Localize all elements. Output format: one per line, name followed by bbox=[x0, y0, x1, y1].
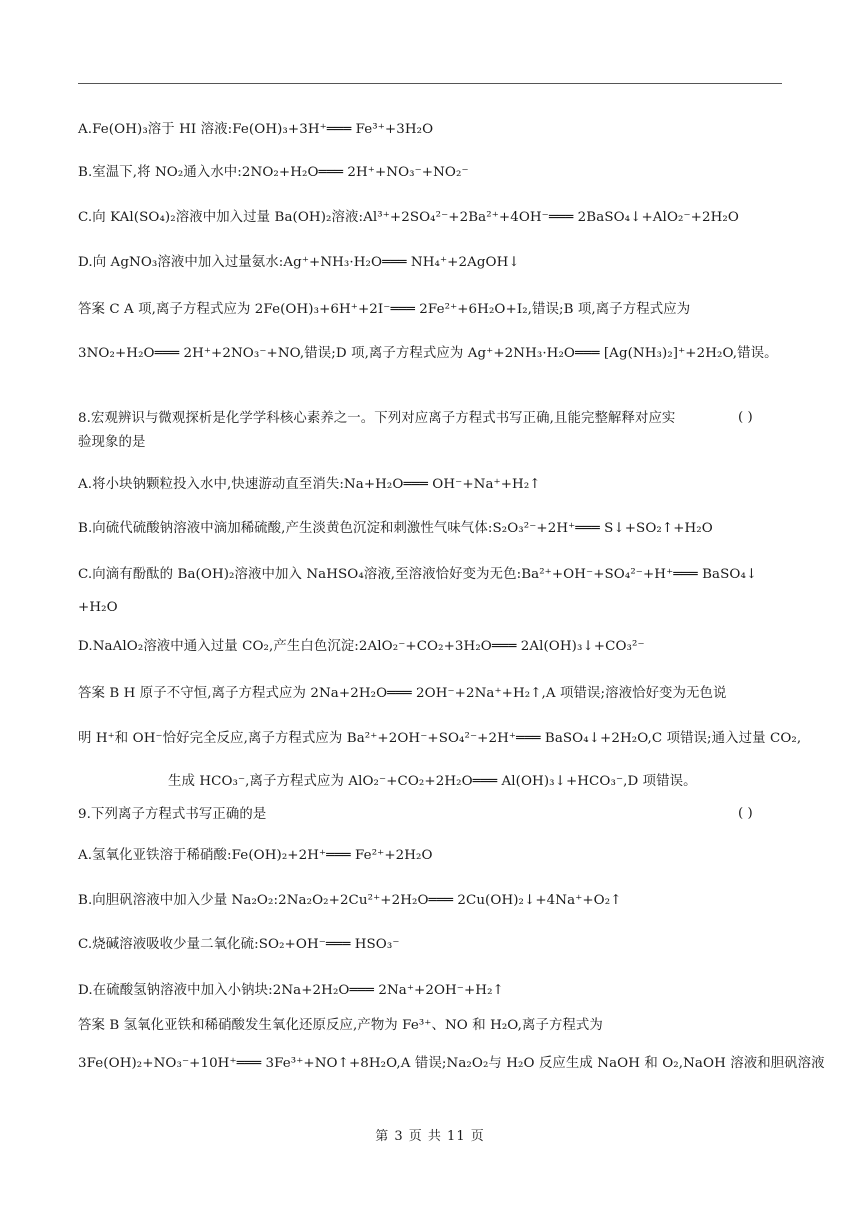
text-line: 8.宏观辨识与微观探析是化学学科核心素养之一。下列对应离子方程式书写正确,且能完整解释对应实 bbox=[78, 411, 676, 426]
text-line: B.室温下,将 NO₂通入水中:2NO₂+H₂O═══ 2H⁺+NO₃⁻+NO₂⁻ bbox=[78, 165, 469, 180]
text-line: 生成 HCO₃⁻,离子方程式应为 AlO₂⁻+CO₂+2H₂O═══ Al(OH)₃↓+HCO₃⁻,D 项错误。 bbox=[168, 774, 697, 789]
text-line: C.向 KAl(SO₄)₂溶液中加入过量 Ba(OH)₂溶液:Al³⁺+2SO₄²⁻+2Ba²⁺+4OH⁻═══ 2BaSO₄↓+AlO₂⁻+2H₂O bbox=[78, 210, 739, 225]
text-line: D.NaAlO₂溶液中通入过量 CO₂,产生白色沉淀:2AlO₂⁻+CO₂+3H₂O═══ 2Al(OH)₃↓+CO₃²⁻ bbox=[78, 639, 645, 654]
text-line: A.将小块钠颗粒投入水中,快速游动直至消失:Na+H₂O═══ OH⁻+Na⁺+H₂↑ bbox=[78, 477, 541, 492]
text-line: C.向滴有酚酞的 Ba(OH)₂溶液中加入 NaHSO₄溶液,至溶液恰好变为无色:Ba²⁺+OH⁻+SO₄²⁻+H⁺═══ BaSO₄↓ bbox=[78, 567, 758, 582]
text-line: A.氢氧化亚铁溶于稀硝酸:Fe(OH)₂+2H⁺═══ Fe²⁺+2H₂O bbox=[78, 848, 433, 863]
text-line: 答案 C A 项,离子方程式应为 2Fe(OH)₃+6H⁺+2I⁻═══ 2Fe²⁺+6H₂O+I₂,错误;B 项,离子方程式应为 bbox=[78, 302, 691, 317]
text-line: 明 H⁺和 OH⁻恰好完全反应,离子方程式应为 Ba²⁺+2OH⁻+SO₄²⁻+2H⁺═══ BaSO₄↓+2H₂O,C 项错误;通入过量 CO₂, bbox=[78, 731, 802, 746]
text-line: A.Fe(OH)₃溶于 HI 溶液:Fe(OH)₃+3H⁺═══ Fe³⁺+3H₂O bbox=[78, 122, 434, 137]
text-line: D.在硫酸氢钠溶液中加入小钠块:2Na+2H₂O═══ 2Na⁺+2OH⁻+H₂↑ bbox=[78, 983, 504, 998]
text-line: C.烧碱溶液吸收少量二氧化硫:SO₂+OH⁻═══ HSO₃⁻ bbox=[78, 937, 400, 952]
text-line: +H₂O bbox=[78, 600, 118, 615]
text-line: 3NO₂+H₂O═══ 2H⁺+2NO₃⁻+NO,错误;D 项,离子方程式应为 Ag⁺+2NH₃·H₂O═══ [Ag(NH₃)₂]⁺+2H₂O,错误。 bbox=[78, 346, 778, 361]
page-footer: 第 3 页 共 11 页 bbox=[375, 1129, 485, 1144]
text-line: 答案 B H 原子不守恒,离子方程式应为 2Na+2H₂O═══ 2OH⁻+2Na⁺+H₂↑,A 项错误;溶液恰好变为无色说 bbox=[78, 686, 727, 701]
text-line: B.向胆矾溶液中加入少量 Na₂O₂:2Na₂O₂+2Cu²⁺+2H₂O═══ 2Cu(OH)₂↓+4Na⁺+O₂↑ bbox=[78, 893, 622, 908]
text-line: B.向硫代硫酸钠溶液中滴加稀硫酸,产生淡黄色沉淀和刺激性气味气体:S₂O₃²⁻+2H⁺═══ S↓+SO₂↑+H₂O bbox=[78, 521, 713, 536]
answer-bracket: ( ) bbox=[738, 410, 753, 425]
answer-bracket: ( ) bbox=[738, 806, 753, 821]
text-line: 验现象的是 bbox=[78, 435, 146, 450]
header-rule bbox=[78, 83, 782, 84]
text-line: D.向 AgNO₃溶液中加入过量氨水:Ag⁺+NH₃·H₂O═══ NH₄⁺+2AgOH↓ bbox=[78, 255, 520, 270]
text-line: 9.下列离子方程式书写正确的是 bbox=[78, 807, 267, 822]
text-line: 答案 B 氢氧化亚铁和稀硝酸发生氧化还原反应,产物为 Fe³⁺、NO 和 H₂O,离子方程式为 bbox=[78, 1018, 603, 1033]
text-line: 3Fe(OH)₂+NO₃⁻+10H⁺═══ 3Fe³⁺+NO↑+8H₂O,A 错误;Na₂O₂与 H₂O 反应生成 NaOH 和 O₂,NaOH 溶液和胆矾溶液 bbox=[78, 1056, 825, 1071]
